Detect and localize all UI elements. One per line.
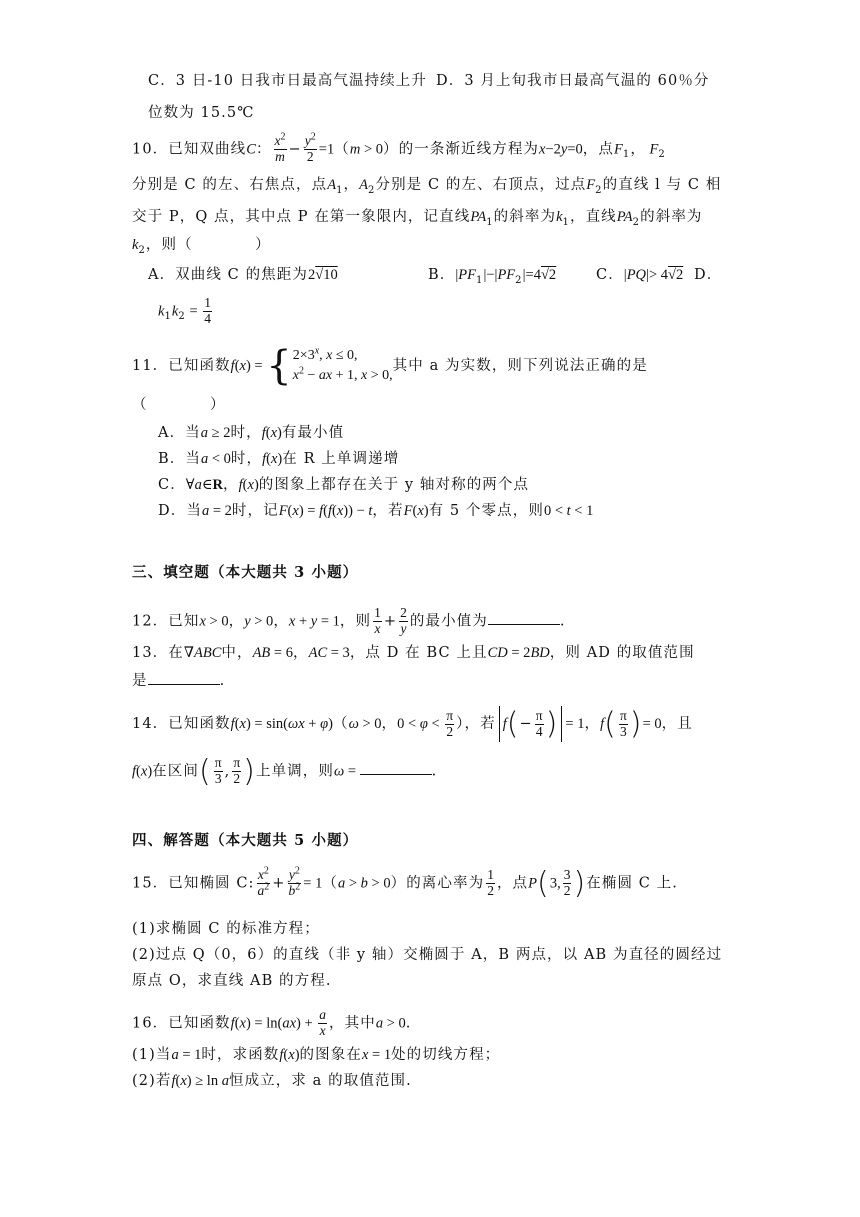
q10-option-b: B．$|PF_1|-|PF_2|=4√2$: [428, 267, 557, 286]
fraction: $\frac{x^2}{a^2}$: [257, 865, 270, 898]
answer-blank[interactable]: [148, 683, 220, 685]
q12-number: 12．已知: [132, 613, 200, 630]
q13-line1: 13．在∇ABC中，AB = 6，AC = 3，点 D 在 BC 上且CD = 2BD，则 AD 的取值范围: [132, 645, 695, 661]
fraction: $\frac{\pi}{3}$: [214, 755, 222, 786]
q16-line1: 16．已知函数f(x) = ln(ax) + $\frac{a}{x}$ ，其中a > 0.: [132, 1007, 412, 1038]
q15-line1: 15．已知椭圆 C: $\frac{x^2}{a^2}$ + $\frac{y^2}{b^2}$ = 1（a > b > 0）的离心率为 $\frac{1}{2}$ ，点P(3, $\frac{3}{2}$ )在椭圆 C 上.: [132, 865, 678, 901]
fraction: $\frac{\pi}{3}$: [619, 707, 627, 739]
fraction: $\frac{2}{y}$: [400, 605, 407, 636]
q10-option-d: D．: [694, 267, 723, 283]
q10-option-c: C．|PQ|> 4√2: [596, 267, 684, 283]
q14-number: 14．已知函数: [132, 716, 231, 732]
answer-blank[interactable]: [360, 773, 432, 775]
answer-blank[interactable]: [488, 623, 560, 625]
q10-line4: $k_2$，则（ ）: [132, 237, 271, 256]
q14-line2: f(x)在区间( $\frac{\pi}{3}$ , $\frac{\pi}{2}$ )上单调，则ω = .: [132, 753, 438, 789]
q13-number: 13．在: [132, 645, 184, 661]
section-fill-in-heading: 三、填空题（本大题共 3 小题）: [132, 564, 359, 581]
q10-line3: 交于 P，Q 点，其中点 P 在第一象限内，记直线$PA_1$的斜率为$k_1$，直线$PA_2$的斜率为: [132, 209, 703, 228]
q16-number: 16．已知函数: [132, 1015, 231, 1032]
fraction: $\frac{3}{2}$: [563, 867, 571, 898]
q10-line2: 分别是 C 的左、右焦点，点$A_1$，$A_2$分别是 C 的左、右顶点，过点$F_2$的直线 l 与 C 相: [132, 177, 722, 196]
q16-part2: (2)若f(x) ≥ ln a恒成立，求 a 的取值范围.: [132, 1073, 412, 1089]
fraction: $\frac{y^2}{b^2}$: [288, 865, 301, 898]
q15-part1: (1)求椭圆 C 的标准方程；: [132, 921, 320, 937]
q16-part1: (1)当a = 1时，求函数f(x)的图象在x = 1处的切线方程；: [132, 1047, 501, 1063]
q15-number: 15．已知椭圆 C:: [132, 875, 255, 892]
q10-number: 10．已知双曲线: [132, 141, 247, 158]
q11-line1: 11．已知函数f(x) = { $2\times 3^x$, x ≤ 0, $x^2$ − ax + 1, x > 0, 其中 a 为实数，则下列说法正确的是: [132, 343, 648, 389]
q11-option-b: B．当a < 0时，f(x)在 R 上单调递增: [158, 451, 400, 467]
fraction: $\frac{y^2}{2}$: [304, 131, 316, 164]
fraction: $\frac{a}{x}$: [319, 1007, 327, 1038]
q12-line: 12．已知x > 0，y > 0，x + y = 1，则 $\frac{1}{x}$ + $\frac{2}{y}$ 的最小值为 .: [132, 605, 566, 636]
q9-option-d: D．3 月上旬我市日最高气温的 60％分: [436, 73, 710, 89]
q15-part2-cont: 原点 O，求直线 AB 的方程.: [132, 973, 332, 989]
q9-option-c: C．3 日-10 日我市日最高气温持续上升: [148, 73, 427, 89]
fraction: $\frac{\pi}{2}$: [233, 755, 241, 786]
q11-paren: （ ）: [132, 397, 226, 413]
fraction: $\frac{1}{2}$: [487, 867, 494, 898]
q10-option-d-expr: $k_1k_2$ = $\frac{1}{4}$: [158, 295, 211, 326]
fraction: $\frac{x^2}{m}$: [274, 131, 286, 164]
q9-option-d-cont: 位数为 15.5℃: [148, 105, 255, 121]
section-answer-heading: 四、解答题（本大题共 5 小题）: [132, 832, 359, 849]
q11-option-c: C．∀a∈R，f(x)的图象上都存在关于 y 轴对称的两个点: [158, 477, 530, 493]
q11-option-a: A．当a ≥ 2时，f(x)有最小值: [158, 425, 345, 441]
q14-line1: 14．已知函数f(x) = sin(ωx + φ)（ω > 0，0 < φ < $\frac{\pi}{2}$ ），若 f(− $\frac{\pi}{4}$ ) = 1，f( $\frac{\pi}{3}$ )= 0，且: [132, 706, 693, 742]
q10-line1: 10．已知双曲线C： $\frac{x^2}{m}$ − $\frac{y^2}{2}$ =1（m > 0）的一条渐近线方程为x−2y=0，点$F_1$， $F_2$: [132, 131, 666, 164]
q10-option-a: A．双曲线 C 的焦距为2√10: [148, 267, 338, 283]
fraction: $\frac{1}{x}$: [374, 605, 381, 636]
fraction: $\frac{\pi}{2}$: [446, 707, 454, 739]
q13-line2: 是 .: [132, 673, 226, 689]
fraction: $\frac{1}{4}$: [204, 295, 211, 326]
q11-option-d: D．当a = 2时，记F(x) = f(f(x)) − t，若F(x)有 5 个零点，则0 < t < 1: [158, 503, 594, 519]
fraction: $\frac{\pi}{4}$: [535, 707, 543, 739]
q15-part2: (2)过点 Q（0，6）的直线（非 y 轴）交椭圆于 A，B 两点，以 AB 为直径的圆经过: [132, 947, 723, 963]
q11-number: 11．已知函数: [132, 358, 231, 374]
